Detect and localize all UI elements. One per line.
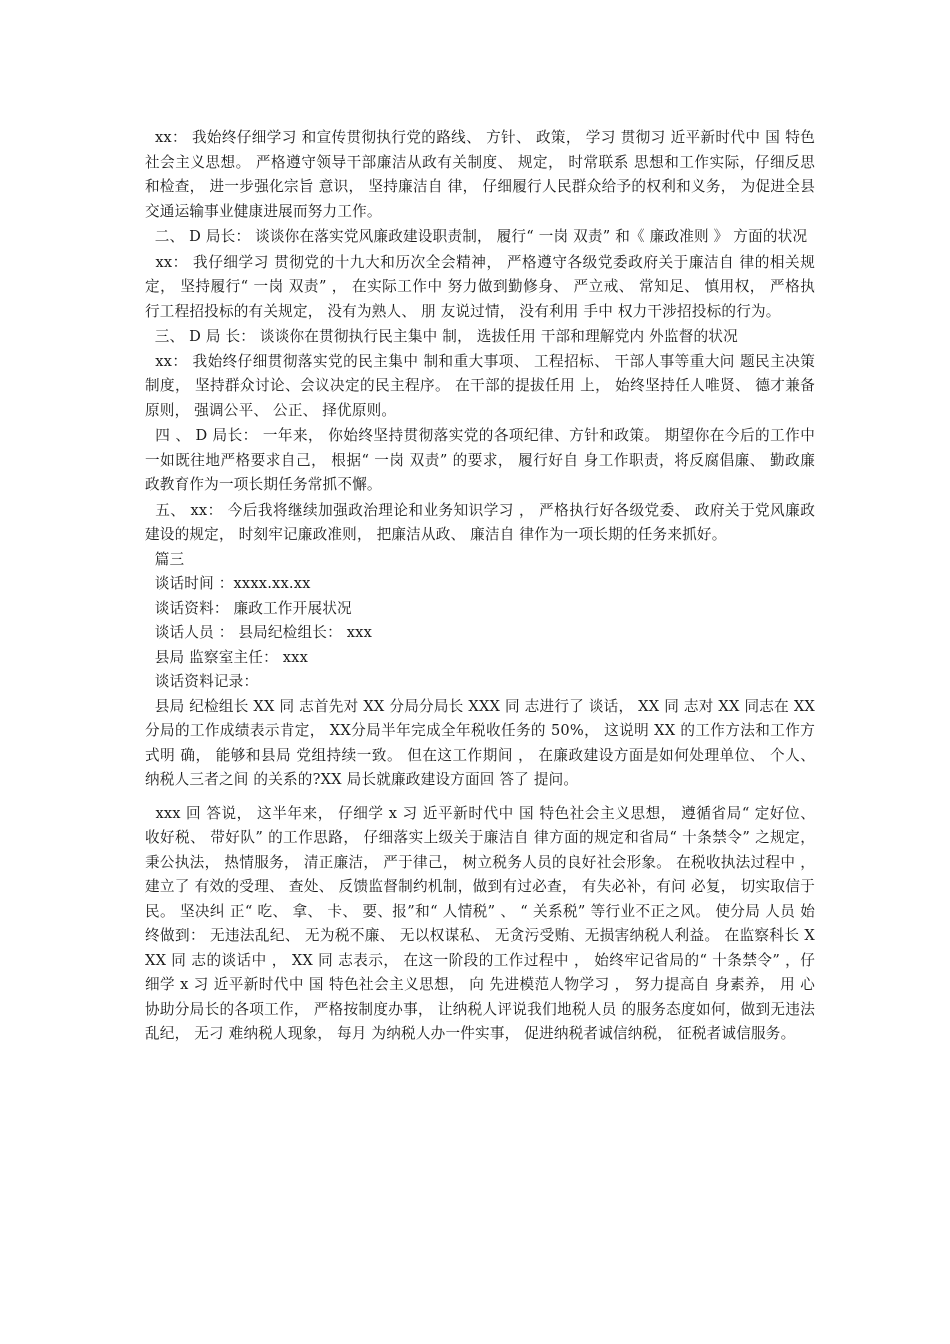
talk-participant-2: 县局 监察室主任： xxx: [145, 648, 309, 666]
section-heading-part-three: 篇三: [145, 550, 185, 568]
paragraph-record-intro: 县局 纪检组长 XX 同 志首先对 XX 分局分局长 XXX 同 志进行了 谈话， XX 同 志对 XX 同志在 XX 分局的工作成绩表示肯定， XX分局半年完成全年税收任务的 50%， 这说明 XX 的工作方法和工作方式明 确， 能够和县局 党组持续一致。 但在这工作期间 ， 在廉政建设方面是如何处理单位、 个人、 纳税人三者之间 的关系的?XX 局长就廉政建设方面回 答了 提问。: [145, 697, 820, 788]
paragraph-answer-five: 五、 xx： 今后我将继续加强政治理论和业务知识学习 ， 严格执行好各级党委、 政府关于党风廉政建设的规定， 时刻牢记廉政准则， 把廉洁从政、 廉洁自 律作为一项长期的任务来抓好。: [145, 501, 815, 543]
document-body: [145, 126, 820, 1047]
talk-participant-1: 谈话人员 ： 县局纪检组长： xxx: [145, 624, 373, 641]
talk-time: 谈话时间 ：xxxx.xx.xx: [145, 575, 311, 592]
paragraph-question-three: 三、 D 局 长： 谈谈你在贯彻执行民主集中 制， 选拔任用 干部和理解党内 外监督的状况: [145, 328, 738, 345]
paragraph-xx-statement: xx： 我始终仔细学习 和宣传贯彻执行党的路线、 方针、 政策， 学习 贯彻习 近平新时代中 国 特色社会主义思想。 严格遵守领导干部廉洁从政有关制度、 规定， 时常联系 思想和工作实际，仔细反思和检查， 进一步强化宗旨 意识， 坚持廉洁自 律， 仔细履行人民群众给予的权利和义务， 为促进全县交通运输事业健康进展而努力工作。: [145, 129, 815, 220]
paragraph-record-answer: xxx 回 答说， 这半年来， 仔细学 x 习 近平新时代中 国 特色社会主义思想， 遵循省局“ 定好位、 收好税、 带好队” 的工作思路， 仔细落实上级关于廉洁自 律方面的规定和省局“ 十条禁令” 之规定， 秉公执法， 热情服务， 清正廉洁， 严于律己， 树立税务人员的良好社会形象。 在税收执法过程中 ， 建立了 有效的受理、 查处、 反馈监督制约机制，做到有过必查， 有失必补，有问 必复， 切实取信于民。 坚决纠 正“ 吃、 拿、 卡、 要、报”和“ 人情税” 、 “ 关系税” 等行业不正之风。 使分局 人员 始终做到： 无违法乱纪、 无为税不廉、 无以权谋私、 无贪污受贿、无损害纳税人利益。 在监察科长 XXX 同 志的谈话中 ， XX 同 志表示， 在这一阶段的工作过程中 ， 始终牢记省局的“ 十条禁令” ，仔细学 x 习 近平新时代中 国 特色社会主义思想， 向 先进模范人物学习 ， 努力提高自 身素养， 用 心协助分局长的各项工作， 严格按制度办事， 让纳税人评说我们地税人员 的服务态度如何，做到无违法乱纪， 无刁 难纳税人现象， 每月 为纳税人办一件实事， 促进纳税者诚信纳税， 征税者诚信服务。: [145, 804, 820, 1042]
paragraph-question-four: 四 、 D 局长： 一年来， 你始终坚持贯彻落实党的各项纪律、方针和政策。 期望你在今后的工作中 一如既往地严格要求自己， 根据“ 一岗 双责” 的要求， 履行好自 身工作职责，将反腐倡廉、 勤政廉政教育作为一项长期任务常抓不懈。: [145, 427, 820, 493]
paragraph-question-two: 二、 D 局长： 谈谈你在落实党风廉政建设职责制， 履行“ 一岗 双责” 和《 廉政准则 》 方面的状况: [145, 228, 808, 245]
talk-topic: 谈话资料： 廉政工作开展状况: [145, 599, 352, 617]
talk-record-label: 谈话资料记录：: [145, 673, 259, 690]
paragraph-answer-three: xx： 我始终仔细贯彻落实党的民主集中 制和重大事项、 工程招标、 干部人事等重大问 题民主决策制度， 坚持群众讨论、会议决定的民主程序。 在干部的提拔任用 上， 始终坚持任人唯贤、 德才兼备原则， 强调公平、 公正、 择优原则。: [145, 352, 815, 419]
paragraph-answer-two: xx： 我仔细学习 贯彻党的十九大和历次全会精神， 严格遵守各级党委政府关于廉洁自 律的相关规定， 坚持履行“ 一岗 双责” ， 在实际工作中 努力做到勤修身、 严立戒、 常知足、 慎用权， 严格执行工程招投标的有关规定， 没有为熟人、 朋 友说过情， 没有利用 手中 权力干涉招投标的行为。: [145, 253, 816, 320]
